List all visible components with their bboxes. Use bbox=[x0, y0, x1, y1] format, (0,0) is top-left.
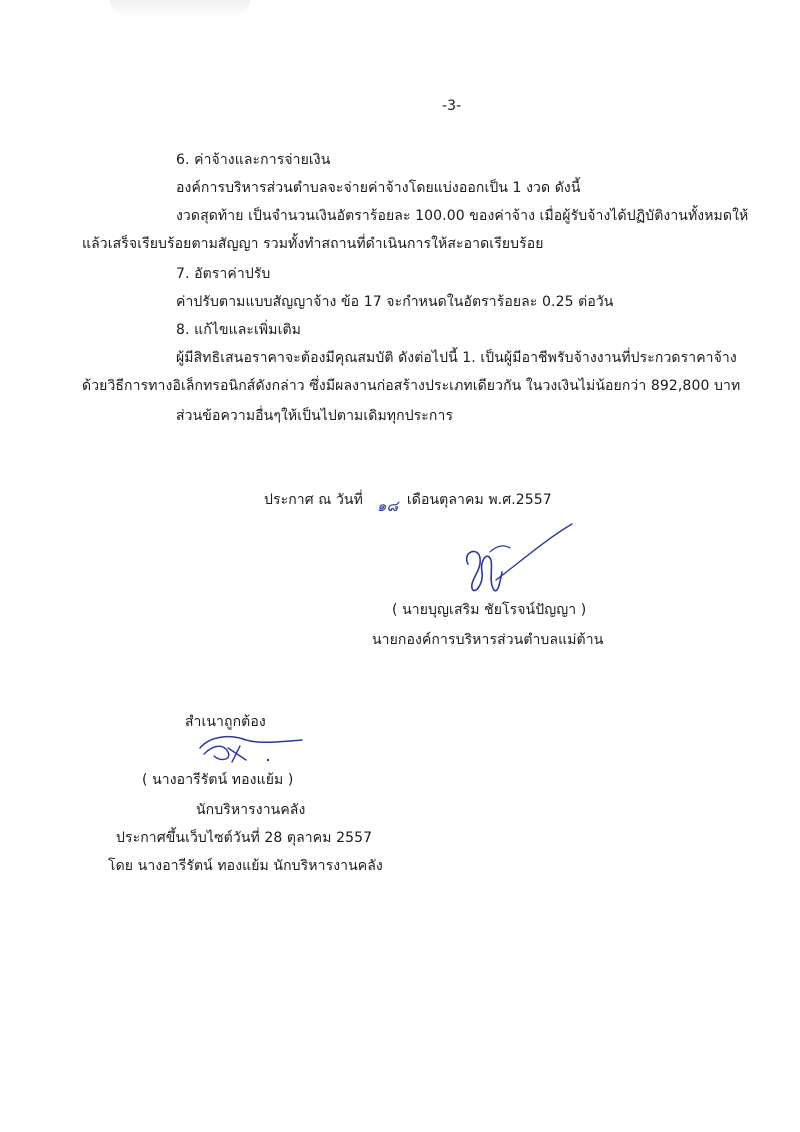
posted-date: ประกาศขึ้นเว็บไซต์วันที่ 28 ตุลาคม 2557 bbox=[116, 830, 373, 846]
scan-smudge bbox=[110, 0, 250, 18]
declaration-prefix: ประกาศ ณ วันที่ bbox=[264, 492, 363, 508]
posted-by: โดย นางอารีรัตน์ ทองแย้ม นักบริหารงานคลัง bbox=[108, 858, 383, 874]
section-7-text: ค่าปรับตามแบบสัญญาจ้าง ข้อ 17 จะกำหนดในอัตราร้อยละ 0.25 ต่อวัน bbox=[176, 294, 614, 310]
section-6-heading: 6. ค่าจ้างและการจ่ายเงิน bbox=[176, 152, 331, 168]
section-8-text: ด้วยวิธีการทางอิเล็กทรอนิกส์ดังกล่าว ซึ่งมีผลงานก่อสร้างประเภทเดียวกัน ในวงเงินไม่น้อยกว่า 892,800 บาท bbox=[82, 378, 741, 394]
signatory-title: นายกองค์การบริหารส่วนตำบลแม่ต้าน bbox=[372, 632, 604, 648]
page-number: -3- bbox=[442, 98, 462, 114]
clerk-signature bbox=[190, 730, 310, 766]
handwritten-day: ๑๘ bbox=[376, 497, 399, 515]
certified-copy-label: สำเนาถูกต้อง bbox=[185, 714, 266, 730]
section-8-text: ส่วนข้อความอื่นๆให้เป็นไปตามเดิมทุกประการ bbox=[176, 408, 454, 424]
clerk-position: นักบริหารงานคลัง bbox=[196, 802, 306, 818]
section-8-heading: 8. แก้ไขและเพิ่มเติม bbox=[176, 322, 301, 338]
section-7-heading: 7. อัตราค่าปรับ bbox=[176, 266, 271, 282]
declaration-line bbox=[264, 490, 552, 515]
mayor-signature bbox=[450, 522, 580, 602]
declaration-suffix: เดือนตุลาคม พ.ศ.2557 bbox=[406, 492, 552, 508]
signatory-name: ( นายบุญเสริม ชัยโรจน์ปัญญา ) bbox=[392, 602, 587, 618]
section-6-text: องค์การบริหารส่วนตำบลจะจ่ายค่าจ้างโดยแบ่งออกเป็น 1 งวด ดังนี้ bbox=[176, 180, 581, 196]
section-6-text: แล้วเสร็จเรียบร้อยตามสัญญา รวมทั้งทำสถานที่ดำเนินการให้สะอาดเรียบร้อย bbox=[82, 236, 544, 252]
section-8-text: ผู้มีสิทธิเสนอราคาจะต้องมีคุณสมบัติ ดังต่อไปนี้ 1. เป็นผู้มีอาชีพรับจ้างงานที่ประกวดราคาจ้าง bbox=[176, 350, 737, 366]
section-6-text: งวดสุดท้าย เป็นจำนวนเงินอัตราร้อยละ 100.00 ของค่าจ้าง เมื่อผู้รับจ้างได้ปฏิบัติงานทั้งหมดให้ bbox=[176, 208, 749, 224]
clerk-name: ( นางอารีรัตน์ ทองแย้ม ) bbox=[142, 772, 294, 788]
